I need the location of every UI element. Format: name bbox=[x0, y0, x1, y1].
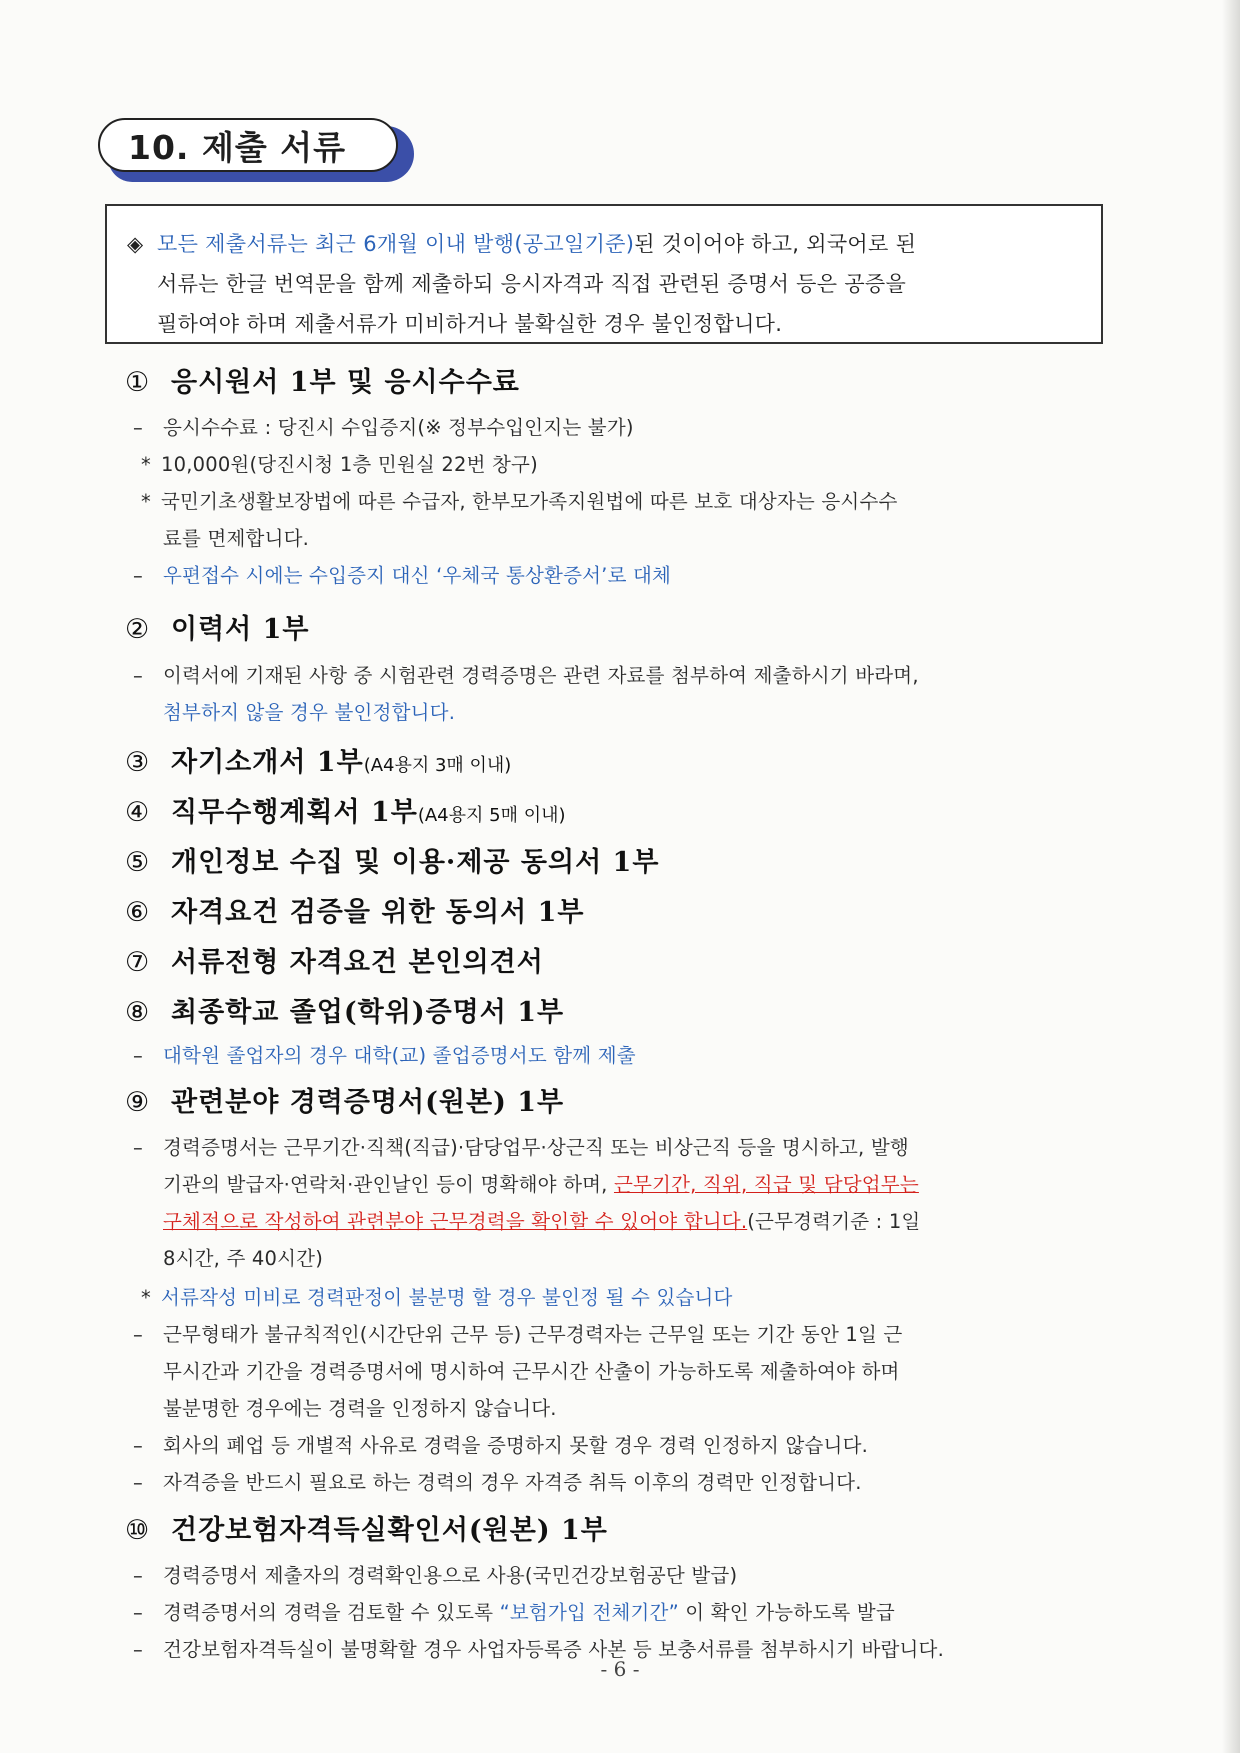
item-number: ⑩ bbox=[125, 1515, 151, 1546]
text-segment: 경력증명서의 경력을 검토할 수 있도록 bbox=[163, 1601, 500, 1624]
asterisk-icon: * bbox=[141, 490, 151, 513]
text-segment: 건강보험자격득실이 불명확할 경우 사업자등록증 사본 등 보충서류를 첨부하시기 바랍니다. bbox=[163, 1638, 944, 1661]
section-title bbox=[98, 118, 418, 186]
text-segment: 이 확인 가능하도록 발급 bbox=[678, 1601, 895, 1624]
dash-icon: – bbox=[133, 1323, 143, 1346]
dash-bullet-line bbox=[133, 1430, 868, 1458]
item-title: 직무수행계획서 1부 bbox=[171, 797, 418, 828]
dash-bullet-line bbox=[133, 1319, 902, 1347]
text-segment: “보험가입 전체기간” bbox=[499, 1601, 679, 1624]
item-number: ② bbox=[125, 614, 151, 645]
text-segment: 대학원 졸업자의 경우 대학(교) 졸업증명서도 함께 제출 bbox=[163, 1044, 636, 1067]
text-segment: 자격증을 반드시 필요로 하는 경력의 경우 자격증 취득 이후의 경력만 인정합니다. bbox=[163, 1471, 862, 1494]
item-heading bbox=[125, 740, 511, 779]
dash-bullet-line bbox=[133, 1560, 737, 1588]
item-heading bbox=[125, 360, 520, 399]
dash-icon: – bbox=[133, 1471, 143, 1494]
item-number: ⑤ bbox=[125, 847, 151, 878]
text-segment: 구체적으로 작성하여 관련분야 근무경력을 확인할 수 있어야 합니다. bbox=[163, 1210, 748, 1233]
section-title-label: 10. 제출 서류 bbox=[98, 118, 398, 172]
page-number: - 6 - bbox=[600, 1657, 640, 1681]
item-number: ④ bbox=[125, 797, 151, 828]
text-segment: 기관의 발급자·연락처·관인날인 등이 명확해야 하며, bbox=[163, 1173, 614, 1196]
item-heading bbox=[125, 607, 310, 646]
dash-icon: – bbox=[133, 416, 143, 439]
dash-bullet-line bbox=[133, 412, 634, 440]
item-title: 서류전형 자격요건 본인의견서 bbox=[171, 947, 544, 978]
item-number: ⑨ bbox=[125, 1087, 151, 1118]
item-title: 이력서 1부 bbox=[171, 614, 310, 645]
text-segment: 료를 면제합니다. bbox=[163, 527, 310, 550]
asterisk-note bbox=[125, 449, 538, 477]
item-title: 자격요건 검증을 위한 동의서 1부 bbox=[171, 897, 585, 928]
dash-icon: – bbox=[133, 1564, 143, 1587]
item-title: 응시원서 1부 및 응시수수료 bbox=[171, 367, 520, 398]
dash-bullet-line bbox=[133, 560, 671, 588]
text-segment: 경력증명서는 근무기간·직책(직급)·담당업무·상근직 또는 비상근직 등을 명시하고, 발행 bbox=[163, 1136, 909, 1159]
text-segment: 우편접수 시에는 수입증지 대신 ‘우체국 통상환증서’로 대체 bbox=[163, 564, 672, 587]
dash-bullet-line bbox=[133, 1132, 909, 1160]
text-segment: 응시수수료 : 당진시 수입증지(※ 정부수입인지는 불가) bbox=[163, 416, 634, 439]
text-segment: 경력증명서 제출자의 경력확인용으로 사용(국민건강보험공단 발급) bbox=[163, 1564, 738, 1587]
asterisk-note bbox=[125, 1282, 733, 1310]
item-title: 건강보험자격득실확인서(원본) 1부 bbox=[171, 1515, 608, 1546]
notice-line bbox=[127, 304, 1081, 344]
item-number: ③ bbox=[125, 747, 151, 778]
item-number: ⑧ bbox=[125, 997, 151, 1028]
item-number: ⑥ bbox=[125, 897, 151, 928]
dash-bullet-line bbox=[133, 1467, 862, 1495]
text-segment: 무시간과 기간을 경력증명서에 명시하여 근무시간 산출이 가능하도록 제출하여야 하며 bbox=[163, 1360, 900, 1383]
page-edge-shadow bbox=[1222, 0, 1240, 1753]
text-segment: 8시간, 주 40시간) bbox=[163, 1247, 324, 1270]
item-title: 자기소개서 1부 bbox=[171, 747, 364, 778]
text-segment: 서류작성 미비로 경력판정이 불분명 할 경우 불인정 될 수 있습니다 bbox=[161, 1286, 733, 1309]
item-heading bbox=[125, 1080, 564, 1119]
continuation-line bbox=[163, 523, 309, 551]
diamond-bullet-icon: ◈ bbox=[127, 232, 144, 256]
continuation-line bbox=[163, 1393, 557, 1421]
item-heading bbox=[125, 1508, 608, 1547]
item-title: 최종학교 졸업(학위)증명서 1부 bbox=[171, 997, 565, 1028]
text-segment: 국민기초생활보장법에 따른 수급자, 한부모가족지원법에 따른 보호 대상자는 응시수수 bbox=[161, 490, 898, 513]
notice-text: 된 것이어야 하고, 외국어로 된 bbox=[634, 232, 917, 256]
item-note: (A4용지 5매 이내) bbox=[417, 805, 566, 826]
text-segment: 첨부하지 않을 경우 불인정합니다. bbox=[163, 701, 456, 724]
dash-icon: – bbox=[133, 1044, 143, 1067]
notice-text: 필하여야 하며 제출서류가 미비하거나 불확실한 경우 불인정합니다. bbox=[157, 312, 783, 336]
item-title: 관련분야 경력증명서(원본) 1부 bbox=[171, 1087, 565, 1118]
continuation-line bbox=[163, 1169, 919, 1197]
text-segment: (근무경력기준 : 1일 bbox=[747, 1210, 921, 1233]
notice-box bbox=[105, 204, 1103, 344]
dash-icon: – bbox=[133, 1136, 143, 1159]
dash-icon: – bbox=[133, 664, 143, 687]
dash-bullet-line bbox=[133, 660, 919, 688]
item-heading bbox=[125, 990, 564, 1029]
notice-text: 모든 제출서류는 최근 6개월 이내 발행(공고일기준) bbox=[157, 232, 635, 256]
notice-line bbox=[127, 224, 1081, 264]
continuation-line bbox=[163, 697, 455, 725]
item-heading bbox=[125, 890, 584, 929]
continuation-line bbox=[163, 1243, 323, 1271]
text-segment: 근무기간, 직위, 직급 및 담당업무는 bbox=[613, 1173, 919, 1196]
dash-bullet-line bbox=[133, 1040, 636, 1068]
text-segment: 이력서에 기재된 사항 중 시험관련 경력증명은 관련 자료를 첨부하여 제출하시기 바라며, bbox=[163, 664, 919, 687]
item-title: 개인정보 수집 및 이용·제공 동의서 1부 bbox=[171, 847, 660, 878]
asterisk-icon: * bbox=[141, 1286, 151, 1309]
dash-bullet-line bbox=[133, 1597, 895, 1625]
dash-icon: – bbox=[133, 1434, 143, 1457]
item-heading bbox=[125, 790, 566, 829]
item-number: ⑦ bbox=[125, 947, 151, 978]
text-segment: 불분명한 경우에는 경력을 인정하지 않습니다. bbox=[163, 1397, 557, 1420]
item-heading bbox=[125, 940, 544, 979]
continuation-line bbox=[163, 1206, 920, 1234]
continuation-line bbox=[163, 1356, 900, 1384]
dash-icon: – bbox=[133, 1638, 143, 1661]
item-heading bbox=[125, 840, 659, 879]
notice-text: 서류는 한글 번역문을 함께 제출하되 응시자격과 직접 관련된 증명서 등은 공증을 bbox=[157, 272, 907, 296]
text-segment: 10,000원(당진시청 1층 민원실 22번 창구) bbox=[161, 453, 538, 476]
item-number: ① bbox=[125, 367, 151, 398]
notice-line bbox=[127, 264, 1081, 304]
dash-icon: – bbox=[133, 564, 143, 587]
text-segment: 근무형태가 불규칙적인(시간단위 근무 등) 근무경력자는 근무일 또는 기간 동안 1일 근 bbox=[163, 1323, 903, 1346]
item-note: (A4용지 3매 이내) bbox=[363, 755, 512, 776]
dash-icon: – bbox=[133, 1601, 143, 1624]
asterisk-note bbox=[125, 486, 898, 514]
asterisk-icon: * bbox=[141, 453, 151, 476]
text-segment: 회사의 폐업 등 개별적 사유로 경력을 증명하지 못할 경우 경력 인정하지 않습니다. bbox=[163, 1434, 869, 1457]
